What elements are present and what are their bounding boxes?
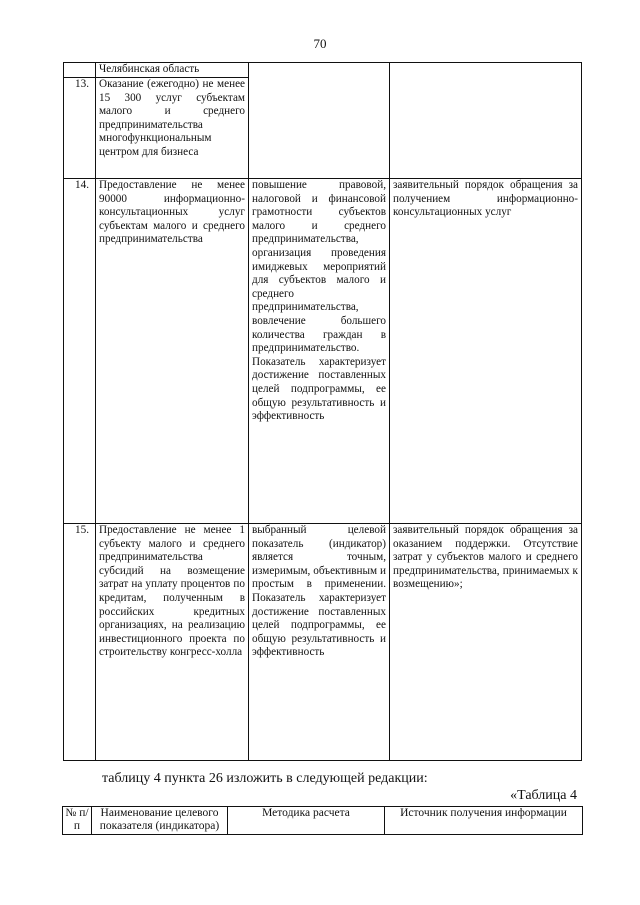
indicators-table-continuation — [63, 62, 582, 761]
table-row — [64, 524, 582, 761]
header-col-number: № п/п — [63, 807, 92, 835]
calculation-method: выбранный целевой показатель (индикатор) является точным, измеримым, объективным и простым в применении. Показатель характеризует достижение поставленных целей подпрограммы, ее общую результативность и эффективность — [249, 524, 390, 761]
table-4-header — [62, 806, 583, 835]
calculation-method: повышение правовой, налоговой и финансовой грамотности субъектов малого и среднего предпринимательства, организация проведения имиджевых мероприятий для субъектов малого и среднего предпринимательства, вовлечение большего количества граждан в предпринимательство. Показатель характеризует достижение поставленных целей подпрограммы, ее общую результативность и эффективность — [249, 179, 390, 524]
table-cell-empty — [390, 63, 582, 78]
table-row — [64, 78, 582, 179]
table-cell-empty — [249, 63, 390, 78]
row-number: 13. — [64, 78, 96, 179]
table-cell-empty — [64, 63, 96, 78]
row-number: 15. — [64, 524, 96, 761]
page-number: 70 — [313, 36, 327, 51]
indicator-name: Предоставление не менее 90000 информационно-консультационных услуг субъектам малого и среднего предпринимательства — [96, 179, 249, 524]
table-header-row — [63, 807, 583, 835]
indicator-name: Оказание (ежегодно) не менее 15 300 услуг субъектам малого и среднего предпринимательства многофункциональным центром для бизнеса — [96, 78, 249, 179]
information-source: заявительный порядок обращения за оказанием поддержки. Отсутствие затрат у субъектов малого и среднего предпринимательства, принимаемых к возмещению»; — [390, 524, 582, 761]
calculation-method — [249, 78, 390, 179]
header-col-source: Источник получения информации — [385, 807, 583, 835]
table-caption: «Таблица 4 — [510, 788, 577, 803]
row-number: 14. — [64, 179, 96, 524]
information-source: заявительный порядок обращения за получением информационно-консультационных услуг — [390, 179, 582, 524]
region-name: Челябинская область — [96, 63, 249, 78]
table-row-region — [64, 63, 582, 78]
amendment-instruction: таблицу 4 пункта 26 изложить в следующей редакции: — [102, 771, 428, 786]
header-col-indicator-name: Наименование целевого показателя (индикатора) — [92, 807, 228, 835]
indicator-name: Предоставление не менее 1 субъекту малого и среднего предпринимательства субсидий на возмещение затрат на уплату процентов по кредитам, полученным в российских кредитных организациях, на реализацию инвестиционного проекта по строительству конгресс-холла — [96, 524, 249, 761]
information-source — [390, 78, 582, 179]
table-row — [64, 179, 582, 524]
header-col-method: Методика расчета — [228, 807, 385, 835]
